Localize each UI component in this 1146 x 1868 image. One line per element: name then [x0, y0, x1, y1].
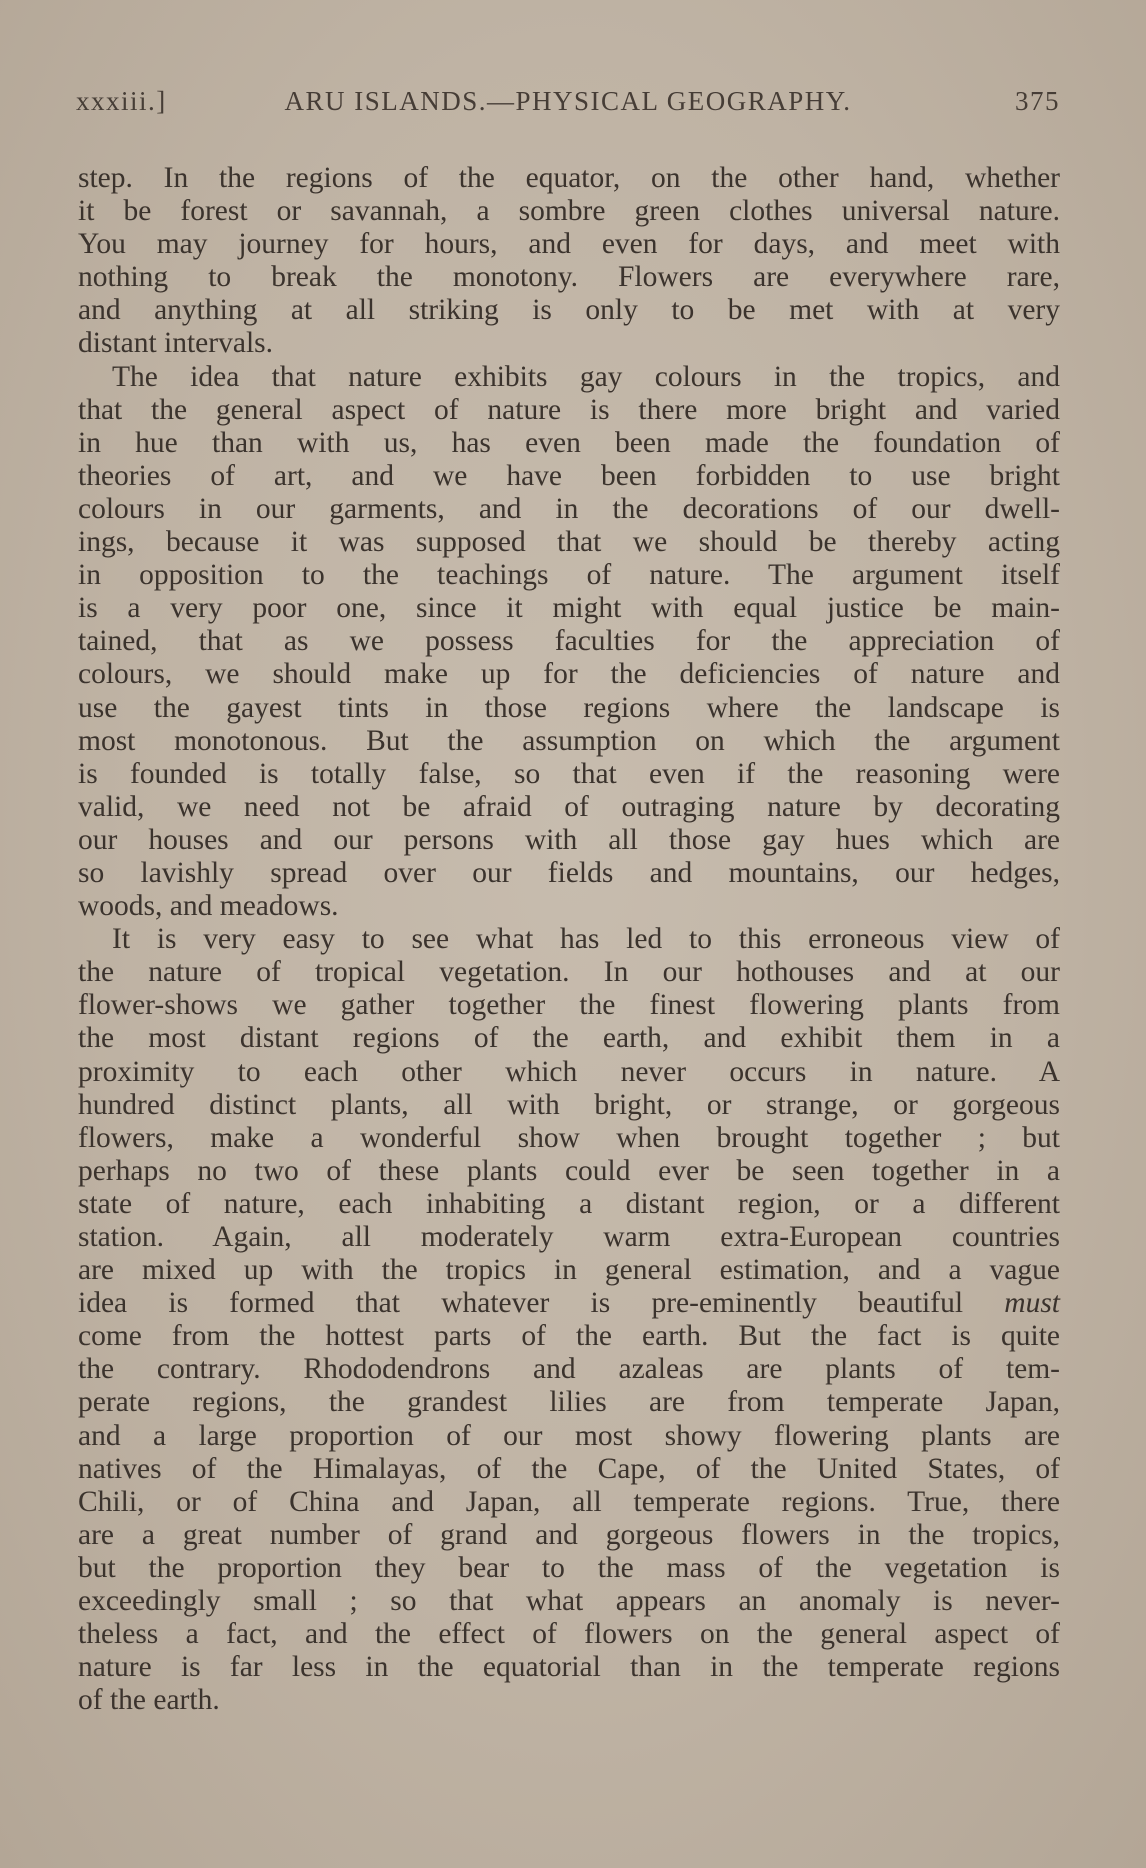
text-line: are mixed up with the tropics in general estimation, and a vague [78, 1254, 1060, 1287]
text-line: nothing to break the monotony. Flowers are everywhere rare, [78, 261, 1060, 294]
text-line: of the earth. [78, 1684, 220, 1717]
text-line: and anything at all striking is only to be met with at very [78, 294, 1060, 327]
text-line: step. In the regions of the equator, on the other hand, whether [78, 162, 1060, 194]
text-line: that the general aspect of nature is there more bright and varied [78, 393, 1060, 426]
italic-word: must [1004, 1287, 1060, 1320]
page-number: 375 [1015, 86, 1060, 116]
text-line: distant intervals. [78, 327, 273, 360]
text-line: most monotonous. But the assumption on which the argument [78, 724, 1060, 757]
text-line: flower-shows we gather together the finest flowering plants from [78, 989, 1060, 1022]
text-line: are a great number of grand and gorgeous flowers in the tropics, [78, 1518, 1060, 1551]
text-line: colours in our garments, and in the decorations of our dwell- [78, 492, 1060, 525]
text-line: hundred distinct plants, all with bright, or strange, or gorgeous [78, 1088, 1060, 1121]
text-line: Chili, or of China and Japan, all temperate regions. True, there [78, 1485, 1060, 1518]
text-line: the contrary. Rhododendrons and azaleas are plants of tem- [78, 1353, 1060, 1386]
text-line: flowers, make a wonderful show when brought together ; but [78, 1121, 1060, 1154]
text-line: ings, because it was supposed that we should be thereby acting [78, 526, 1060, 559]
text-line: station. Again, all moderately warm extra-European countries [78, 1221, 1060, 1253]
body-text [78, 162, 1060, 1717]
text-line: You may journey for hours, and even for days, and meet with [78, 228, 1060, 261]
text-segment: idea is formed that whatever is pre-eminently beautiful [78, 1287, 1005, 1320]
text-line: in opposition to the teachings of nature. The argument itself [78, 559, 1060, 592]
text-line: tained, that as we possess faculties for the appreciation of [78, 625, 1060, 658]
text-line: so lavishly spread over our fields and mountains, our hedges, [78, 856, 1060, 889]
text-line: theless a fact, and the effect of flowers on the general aspect of [78, 1618, 1060, 1651]
text-line: is a very poor one, since it might with equal justice be main- [78, 592, 1060, 625]
paragraph-start-line: It is very easy to see what has led to this erroneous view of [112, 923, 1060, 956]
text-line: in hue than with us, has even been made the foundation of [78, 426, 1060, 459]
text-line: nature is far less in the equatorial than in the temperate regions [78, 1651, 1060, 1684]
text-line: colours, we should make up for the deficiencies of nature and [78, 658, 1060, 691]
chapter-number: xxxiii.] [76, 86, 167, 116]
text-line: and a large proportion of our most showy flowering plants are [78, 1419, 1060, 1452]
text-line: the most distant regions of the earth, and exhibit them in a [78, 1022, 1060, 1055]
text-line: it be forest or savannah, a sombre green clothes universal nature. [78, 195, 1060, 228]
text-line: woods, and meadows. [78, 890, 339, 923]
text-line-with-italic [78, 1287, 1060, 1320]
text-line: is founded is totally false, so that even if the reasoning were [78, 757, 1060, 790]
text-line: perate regions, the grandest lilies are from temperate Japan, [78, 1386, 1060, 1419]
text-line: perhaps no two of these plants could ever be seen together in a [78, 1154, 1060, 1187]
text-line: come from the hottest parts of the earth. But the fact is quite [78, 1320, 1060, 1353]
text-line: exceedingly small ; so that what appears an anomaly is never- [78, 1585, 1060, 1618]
text-line: the nature of tropical vegetation. In our hothouses and at our [78, 956, 1060, 989]
text-line: use the gayest tints in those regions where the landscape is [78, 691, 1060, 724]
text-line: proximity to each other which never occurs in nature. A [78, 1055, 1060, 1088]
text-line: theories of art, and we have been forbidden to use bright [78, 459, 1060, 492]
paragraph-start-line: The idea that nature exhibits gay colours in the tropics, and [112, 360, 1060, 393]
text-line: our houses and our persons with all those gay hues which are [78, 823, 1060, 856]
text-line: valid, we need not be afraid of outraging nature by decorating [78, 790, 1060, 823]
text-line: but the proportion they bear to the mass of the vegetation is [78, 1551, 1060, 1584]
running-header [76, 86, 1060, 126]
text-line: state of nature, each inhabiting a distant region, or a different [78, 1187, 1060, 1220]
running-title: ARU ISLANDS.—PHYSICAL GEOGRAPHY. [284, 86, 852, 116]
text-line: natives of the Himalayas, of the Cape, of the United States, of [78, 1452, 1060, 1485]
